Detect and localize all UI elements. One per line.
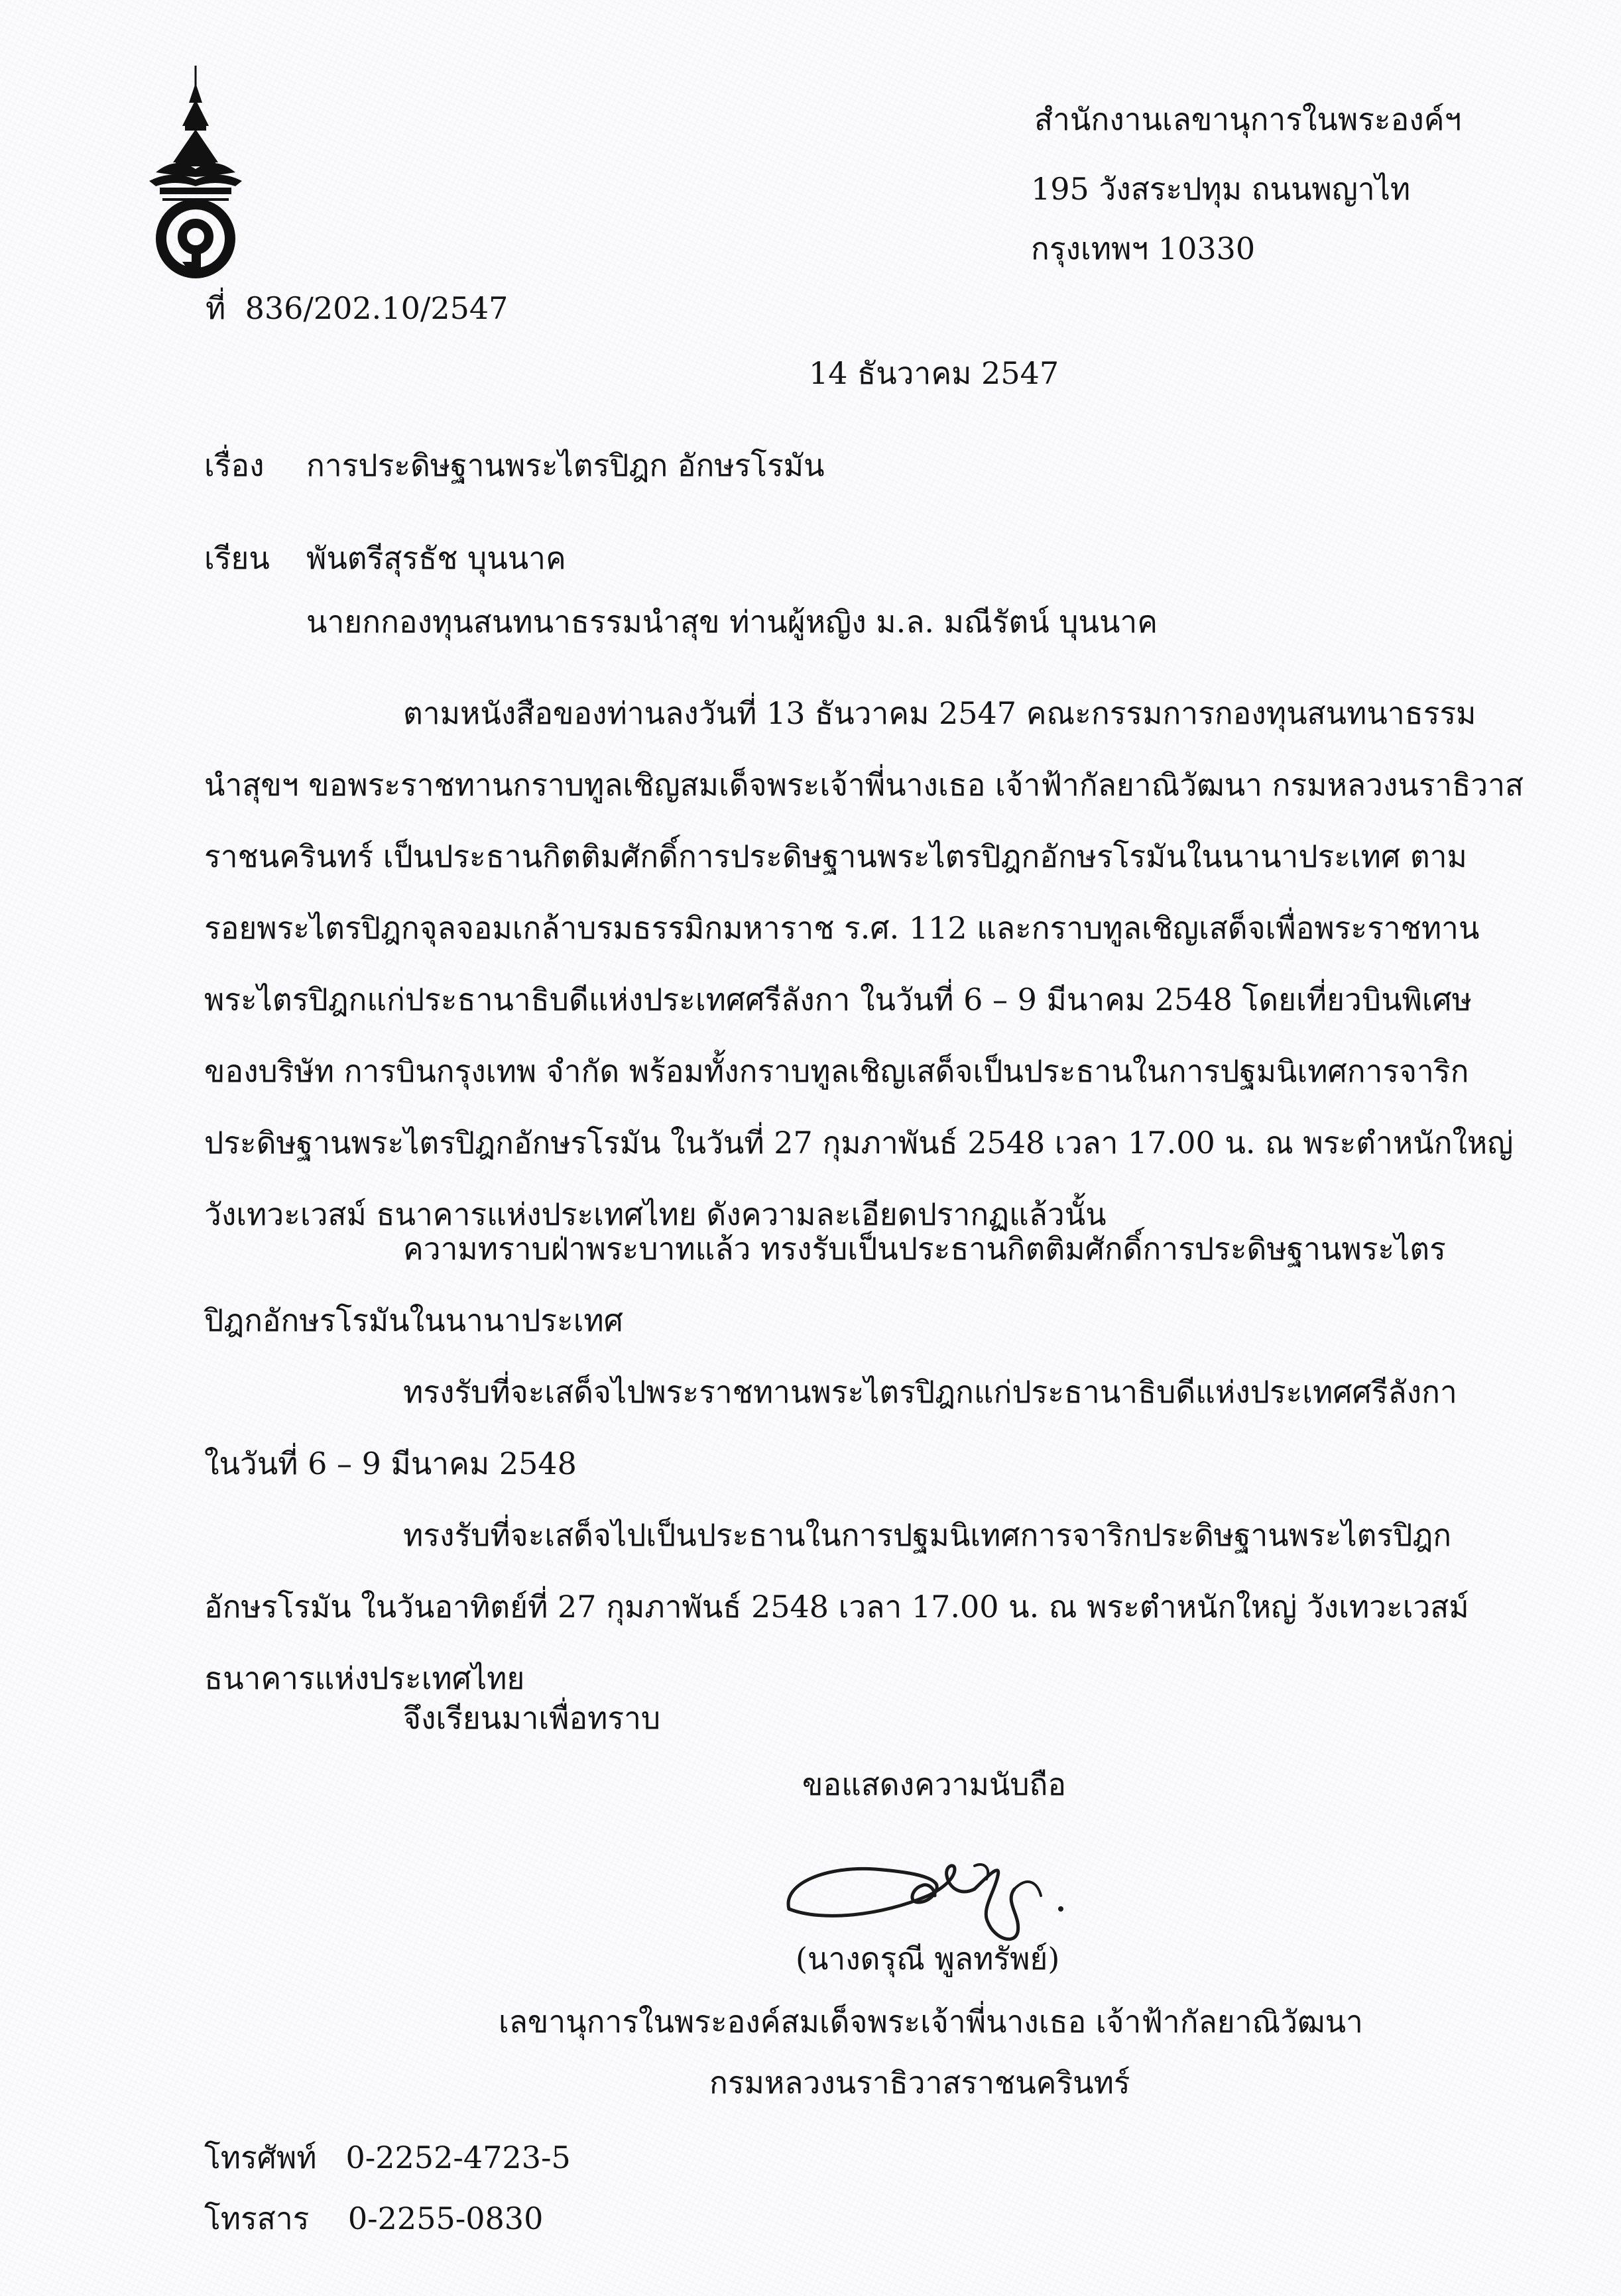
paragraph-line: วังเทวะเวสม์ ธนาคารแห่งประเทศไทย ดังความละเอียดปรากฏแล้วนั้น (204, 1196, 1107, 1232)
address-line-1: 195 วังสระปทุม ถนนพญาไท (1031, 171, 1411, 207)
salutation: ขอแสดงความนับถือ (802, 1766, 1067, 1802)
subject-label: เรื่อง (204, 447, 265, 483)
addressee-line-1: พันตรีสุรธัช บุนนาค (306, 540, 566, 576)
address-line-2: กรุงเทพฯ 10330 (1031, 231, 1256, 266)
handwritten-signature (776, 1803, 1087, 1962)
paragraph-line: ตามหนังสือของท่านลงวันที่ 13 ธันวาคม 2547 คณะกรรมการกองทุนสนทนาธรรม (403, 695, 1476, 731)
paragraph-line: ความทราบฝ่าพระบาทแล้ว ทรงรับเป็นประธานกิตติมศักดิ์การประดิษฐานพระไตร (403, 1231, 1446, 1267)
fax-row (204, 2199, 543, 2238)
office-name: สำนักงานเลขานุการในพระองค์ฯ (1034, 101, 1462, 137)
phone-number: 0-2252-4723-5 (345, 2140, 571, 2175)
body-paragraph-1 (204, 677, 1524, 1250)
royal-emblem-logo (136, 63, 255, 282)
paragraph-line: ธนาคารแห่งประเทศไทย (204, 1660, 525, 1696)
paragraph-line: ทรงรับที่จะเสด็จไปเป็นประธานในการปฐมนิเทศการจาริกประดิษฐานพระไตรปิฎก (403, 1517, 1452, 1553)
signatory-name: (นางดรุณี พูลทรัพย์) (796, 1941, 1060, 1977)
phone-label: โทรศัพท์ (204, 2140, 317, 2175)
reference-number-row (206, 288, 508, 328)
paragraph-line: นำสุขฯ ขอพระราชทานกราบทูลเชิญสมเด็จพระเจ้าพี่นางเธอ เจ้าฟ้ากัลยาณิวัฒนา กรมหลวงนราธิวาส (204, 767, 1524, 803)
fax-label: โทรสาร (204, 2201, 310, 2236)
signatory-title-line-1: เลขานุการในพระองค์สมเด็จพระเจ้าพี่นางเธอ เจ้าฟ้ากัลยาณิวัฒนา (499, 2004, 1363, 2039)
paragraph-line: ปิฎกอักษรโรมันในนานาประเทศ (204, 1302, 623, 1338)
phone-row (204, 2138, 571, 2177)
reference-label: ที่ (206, 290, 226, 326)
paragraph-line: พระไตรปิฎกแก่ประธานาธิบดีแห่งประเทศศรีลังกา ในวันที่ 6 – 9 มีนาคม 2548 โดยเที่ยวบินพิเศษ (204, 982, 1472, 1017)
fax-number: 0-2255-0830 (347, 2201, 544, 2236)
paragraph-line: ราชนครินทร์ เป็นประธานกิตติมศักดิ์การประดิษฐานพระไตรปิฎกอักษรโรมันในนานาประเทศ ตาม (204, 838, 1467, 874)
addressee-line-2: นายกกองทุนสนทนาธรรมนำสุข ท่านผู้หญิง ม.ล. มณีรัตน์ บุนนาค (306, 604, 1158, 640)
letter-date: 14 ธันวาคม 2547 (809, 355, 1059, 391)
paragraph-line: อักษรโรมัน ในวันอาทิตย์ที่ 27 กุมภาพันธ์ 2548 เวลา 17.00 น. ณ พระตำหนักใหญ่ วังเทวะเวสม์ (204, 1589, 1469, 1625)
paragraph-line: ในวันที่ 6 – 9 มีนาคม 2548 (204, 1446, 577, 1481)
paragraph-line: ประดิษฐานพระไตรปิฎกอักษรโรมัน ในวันที่ 27 กุมภาพันธ์ 2548 เวลา 17.00 น. ณ พระตำหนักใหญ่ (204, 1125, 1514, 1161)
paragraph-line: ทรงรับที่จะเสด็จไปพระราชทานพระไตรปิฎกแก่ประธานาธิบดีแห่งประเทศศรีลังกา (403, 1374, 1457, 1410)
addressee-label: เรียน (204, 540, 270, 576)
paragraph-line: ของบริษัท การบินกรุงเทพ จำกัด พร้อมทั้งกราบทูลเชิญเสด็จเป็นประธานในการปฐมนิเทศการจาริก (204, 1053, 1469, 1089)
body-paragraph-2 (204, 1213, 1469, 1714)
reference-number: 836/202.10/2547 (245, 290, 509, 326)
subject-value: การประดิษฐานพระไตรปิฎก อักษรโรมัน (306, 447, 825, 483)
paragraph-line: รอยพระไตรปิฎกจุลจอมเกล้าบรมธรรมิกมหาราช ร.ศ. 112 และกราบทูลเชิญเสด็จเพื่อพระราชทาน (204, 910, 1480, 946)
signatory-title-line-2: กรมหลวงนราธิวาสราชนครินทร์ (709, 2065, 1130, 2100)
closing-line: จึงเรียนมาเพื่อทราบ (403, 1700, 661, 1736)
